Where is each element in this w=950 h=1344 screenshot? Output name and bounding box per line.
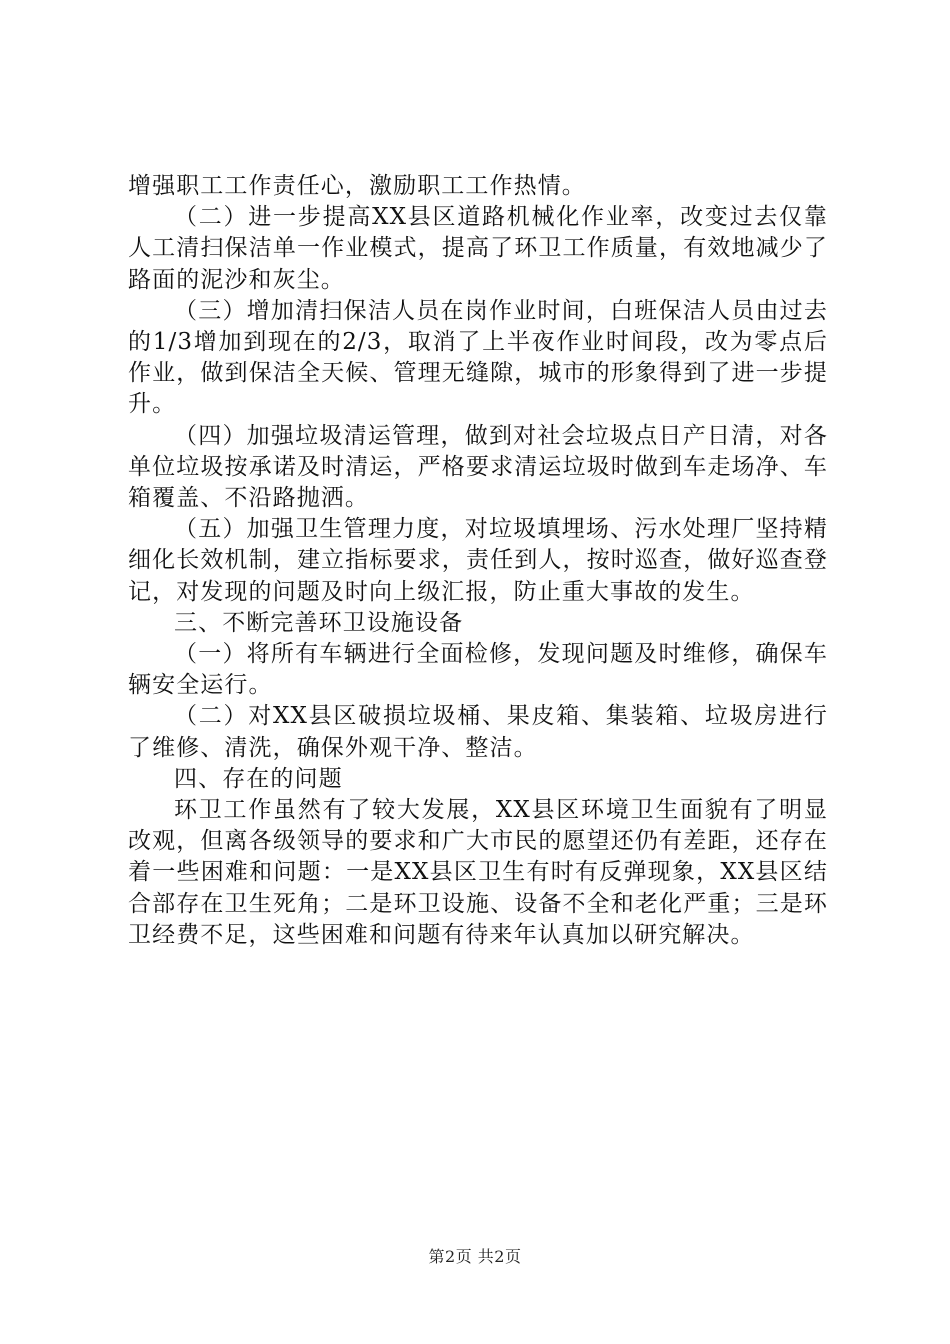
paragraph-item-3: （三）增加清扫保洁人员在岗作业时间，白班保洁人员由过去的1/3增加到现在的2/3，取消了上半夜作业时间段，改为零点后作业，做到保洁全天候、管理无缝隙，城市的形象得到了进一步提升。 — [128, 297, 828, 418]
section-heading-3: 三、不断完善环卫设施设备 — [174, 609, 464, 636]
section-heading-4: 四、存在的问题 — [174, 765, 343, 792]
paragraph-item-5: （五）加强卫生管理力度，对垃圾填埋场、污水处理厂坚持精细化长效机制，建立指标要求，责任到人，按时巡查，做好巡查登记，对发现的问题及时向上级汇报，防止重大事故的发生。 — [128, 516, 828, 605]
paragraph-item-2: （二）进一步提高XX县区道路机械化作业率，改变过去仅靠人工清扫保洁单一作业模式，提高了环卫工作质量，有效地减少了路面的泥沙和灰尘。 — [128, 204, 828, 293]
paragraph-item-4: （四）加强垃圾清运管理，做到对社会垃圾点日产日清，对各单位垃圾按承诺及时清运，严格要求清运垃圾时做到车走场净、车箱覆盖、不沿路抛洒。 — [128, 422, 828, 512]
paragraph-item-3-1: （一）将所有车辆进行全面检修，发现问题及时维修，确保车辆安全运行。 — [128, 641, 828, 699]
paragraph-issues: 环卫工作虽然有了较大发展，XX县区环境卫生面貌有了明显改观，但离各级领导的要求和广大市民的愿望还仍有差距，还存在着一些困难和问题：一是XX县区卫生有时有反弹现象，XX县区结合部存在卫生死角；二是环卫设施、设备不全和老化严重；三是环卫经费不足，这些困难和问题有待来年认真加以研究解决。 — [128, 797, 828, 948]
paragraph-item-3-2: （二）对XX县区破损垃圾桶、果皮箱、集装箱、垃圾房进行了维修、清洗，确保外观干净、整洁。 — [128, 703, 828, 761]
document-body — [128, 171, 828, 951]
page-number-footer: 第2页 共2页 — [428, 1247, 522, 1266]
paragraph-continuation: 增强职工工作责任心，激励职工工作热情。 — [128, 173, 586, 199]
